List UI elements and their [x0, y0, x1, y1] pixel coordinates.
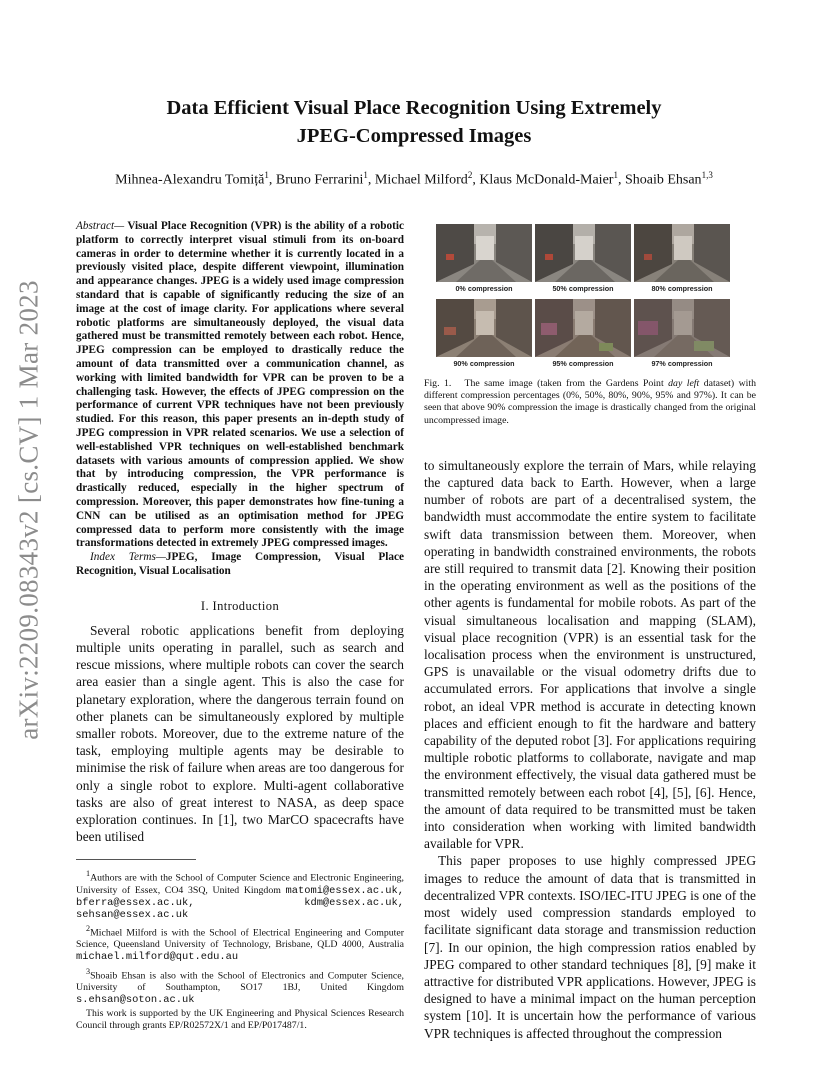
paper-title — [100, 94, 728, 150]
author-name: Michael Milford — [374, 172, 468, 188]
author-name: Mihnea-Alexandru Tomiță — [115, 172, 265, 188]
figure-label: 80% compression — [651, 284, 713, 293]
footnotes — [76, 868, 404, 1032]
figure-labels-bottom — [436, 359, 730, 368]
footnote-2: $^2$Michael Milford is with the School of Electrical Engineering and Computer Science, Queensland University of Technology, Brisbane, QLD 4000, Australia michael.milford@qut.edu.au — [76, 924, 404, 964]
intro-paragraph: Several robotic applications benefit from deploying multiple units operating in parallel, such as search and rescue missions, where multiple robots can cover the search area easier than a single agent. This is also the case for planetary exploration, where the dangerous terrain found on other planets can be simultaneously explored by multiple smaller robots. Moreover, due to the extreme nature of the task, employing multiple agents may be desirable to minimise the risk of failure when areas are too dangerous for only a single robot to explore. Multi-agent collaborative tasks are also of great interest to NASA, as deep space exploration continues. In [1], two MarCO spacecrafts have been utilised — [76, 622, 404, 845]
figure-caption: Fig. 1. The same image (taken from the Gardens Point day left dataset) with different compression percentages (0%, 50%, 80%, 90%, 95% and 97%). It can be seen that above 90% compression the image is drastically changed from the original uncompressed image. — [424, 378, 757, 426]
title-line-1: Data Efficient Visual Place Recognition Using Extremely — [166, 97, 662, 119]
index-terms: Index Terms—JPEG, Image Compression, Visual Place Recognition, Visual Localisation — [76, 551, 404, 577]
footnote-rule — [76, 859, 196, 868]
figure-label: 95% compression — [552, 359, 614, 368]
arxiv-stamp: arXiv:2209.08343v2 [cs.CV] 1 Mar 2023 — [13, 280, 44, 740]
compressed-image-80 — [634, 224, 730, 282]
compressed-image-0 — [436, 224, 532, 282]
compressed-image-97 — [634, 299, 730, 357]
figure-row-top — [436, 224, 730, 282]
compressed-image-50 — [535, 224, 631, 282]
footnote-1: $^1$Authors are with the School of Computer Science and Electronic Engineering, University of Essex, CO4 3SQ, United Kingdom matomi@essex.ac.uk, bferra@essex.ac.uk, kdm@essex.ac.uk, sehsan@essex.ac.uk — [76, 869, 405, 921]
author-name: Shoaib Ehsan — [624, 172, 702, 188]
figure-row-bottom — [436, 299, 730, 357]
figure-label: 0% compression — [455, 284, 513, 293]
body-paragraph: to simultaneously explore the terrain of Mars, while relaying the captured data back to Earth. However, when a large number of robots are part of a decentralised system, the bandwidth must accommodate the entire system to facilitate swift data transmission between them. Moreover, when operating in bandwidth constrained environments, the robots are still required to transmit data [2]. Knowing their position in the operating environment as well as the positions of the other agents is fundamental for mobile robots. As part of the visual simultaneous localisation and mapping (SLAM), visual place recognition (VPR) is an essential task for the localisation process when the environment is unstructured, GPS is unavailable or the visual odometry drifts due to accumulated errors. For applications that involve a single robot, an ideal VPR method is accurate in detecting known places and efficient enough to fit the hardware and battery capability of the deputed robot [3]. For applications requiring multiple robotic platforms to collaborate, navigate and map the environment effectively, the visual data gathered must be transmitted remotely between each robot [4], [5], [6]. Hence, the amount of data required to be transmitted must be taken into consideration when working with limited bandwidth available for VPR. — [424, 457, 756, 852]
author-name: Bruno Ferrarini — [275, 172, 364, 188]
footnote-3: $^3$Shoaib Ehsan is also with the School of Electronics and Computer Science, University of Southampton, SO17 1BJ, United Kingdom s.ehsan@soton.ac.uk — [76, 966, 404, 1006]
figure-label: 97% compression — [651, 359, 713, 368]
figure-1 — [436, 224, 730, 368]
figure-label: 90% compression — [453, 359, 515, 368]
body-paragraph: This paper proposes to use highly compressed JPEG images to reduce the amount of data that is transmitted in decentralized VPR contexts. ISO/IEC-ITU JPEG is one of the most widely used compression standards employed to facilitate significant data storage and transmission reduction [7]. In our opinion, the high compression ratios enabled by JPEG compared to other standard techniques [8], [9] make it attractive for distributed VPR applications. However, JPEG is designed to have a minimal impact on the human perception system [10]. It is uncertain how the performance of various VPR techniques is affected throughout the compression — [424, 853, 756, 1041]
right-column — [424, 220, 756, 1042]
compressed-image-95 — [535, 299, 631, 357]
abstract: Abstract— Visual Place Recognition (VPR) is the ability of a robotic platform to correctly interpret visual stimuli from its on-board cameras in order to determine whether it is currently located in a previously visited place, despite different viewpoint, illumination and appearance changes. JPEG is a widely used image compression standard that is capable of significantly reducing the size of an image at the cost of image clarity. For applications where several robotic platforms are simultaneously deployed, the visual data gathered must be transmitted remotely between each robot. Hence, JPEG compression can be employed to drastically reduce the amount of data transmitted over a communication channel, as working with limited bandwidth for VPR can be proven to be a challenging task. However, the effects of JPEG compression on the performance of current VPR techniques have not been previously studied. For this reason, this paper presents an in-depth study of JPEG compression in VPR related scenarios. We use a selection of well-established VPR techniques on well-established benchmark datasets with various amounts of compression applied. We show that by introducing compression, the VPR performance is drastically reduced, especially in the higher spectrum of compression. Moreover, this paper demonstrates how fine-tuning a CNN can be utilised as an optimisation method for JPEG compressed data to perform more consistently with the image transformations detected in extremely JPEG compressed images. — [76, 220, 404, 550]
section-heading: I. Introduction — [200, 598, 280, 613]
title-line-2: JPEG-Compressed Images — [296, 125, 532, 147]
abstract-text: Visual Place Recognition (VPR) is the ability of a robotic platform to correctly interpret visual stimuli from its on-board cameras in order to determine whether it is currently located in a previously visited place, despite different viewpoint, illumination and appearance changes. JPEG is a widely used image compression standard that is capable of significantly reducing the size of an image at the cost of image clarity. For applications where several robotic platforms are simultaneously deployed, the visual data gathered must be transmitted remotely between each robot. Hence, JPEG compression can be employed to drastically reduce the amount of data transmitted over a communication channel, as working with limited bandwidth for VPR can be proven to be a challenging task. However, the effects of JPEG compression on the performance of current VPR techniques have not been previously studied. For this reason, this paper presents an in-depth study of JPEG compression in VPR related scenarios. We use a selection of well-established VPR techniques on well-established benchmark datasets with various amounts of compression applied. We show that by introducing compression, the VPR performance is drastically reduced, especially in the higher spectrum of compression. Moreover, this paper demonstrates how fine-tuning a CNN can be utilised as an optimisation method for JPEG compressed data to perform more consistently with the image transformations detected in extremely JPEG compressed images. — [76, 220, 404, 550]
figure-labels-top — [436, 284, 730, 293]
compressed-image-90 — [436, 299, 532, 357]
author-name: Klaus McDonald-Maier — [479, 172, 614, 188]
left-column — [76, 220, 404, 1034]
author-list: Mihnea-Alexandru Tomiță$^1$, Bruno Ferrarini$^1$, Michael Milford$^2$, Klaus McDonald-Maier$^1$, Shoaib Ehsan$^{1,3}$ — [115, 170, 713, 188]
funding-note: This work is supported by the UK Engineering and Physical Sciences Research Council through grants EP/R02572X/1 and EP/P017487/1. — [76, 1008, 404, 1032]
figure-label: 50% compression — [552, 284, 614, 293]
right-body — [424, 457, 756, 1042]
